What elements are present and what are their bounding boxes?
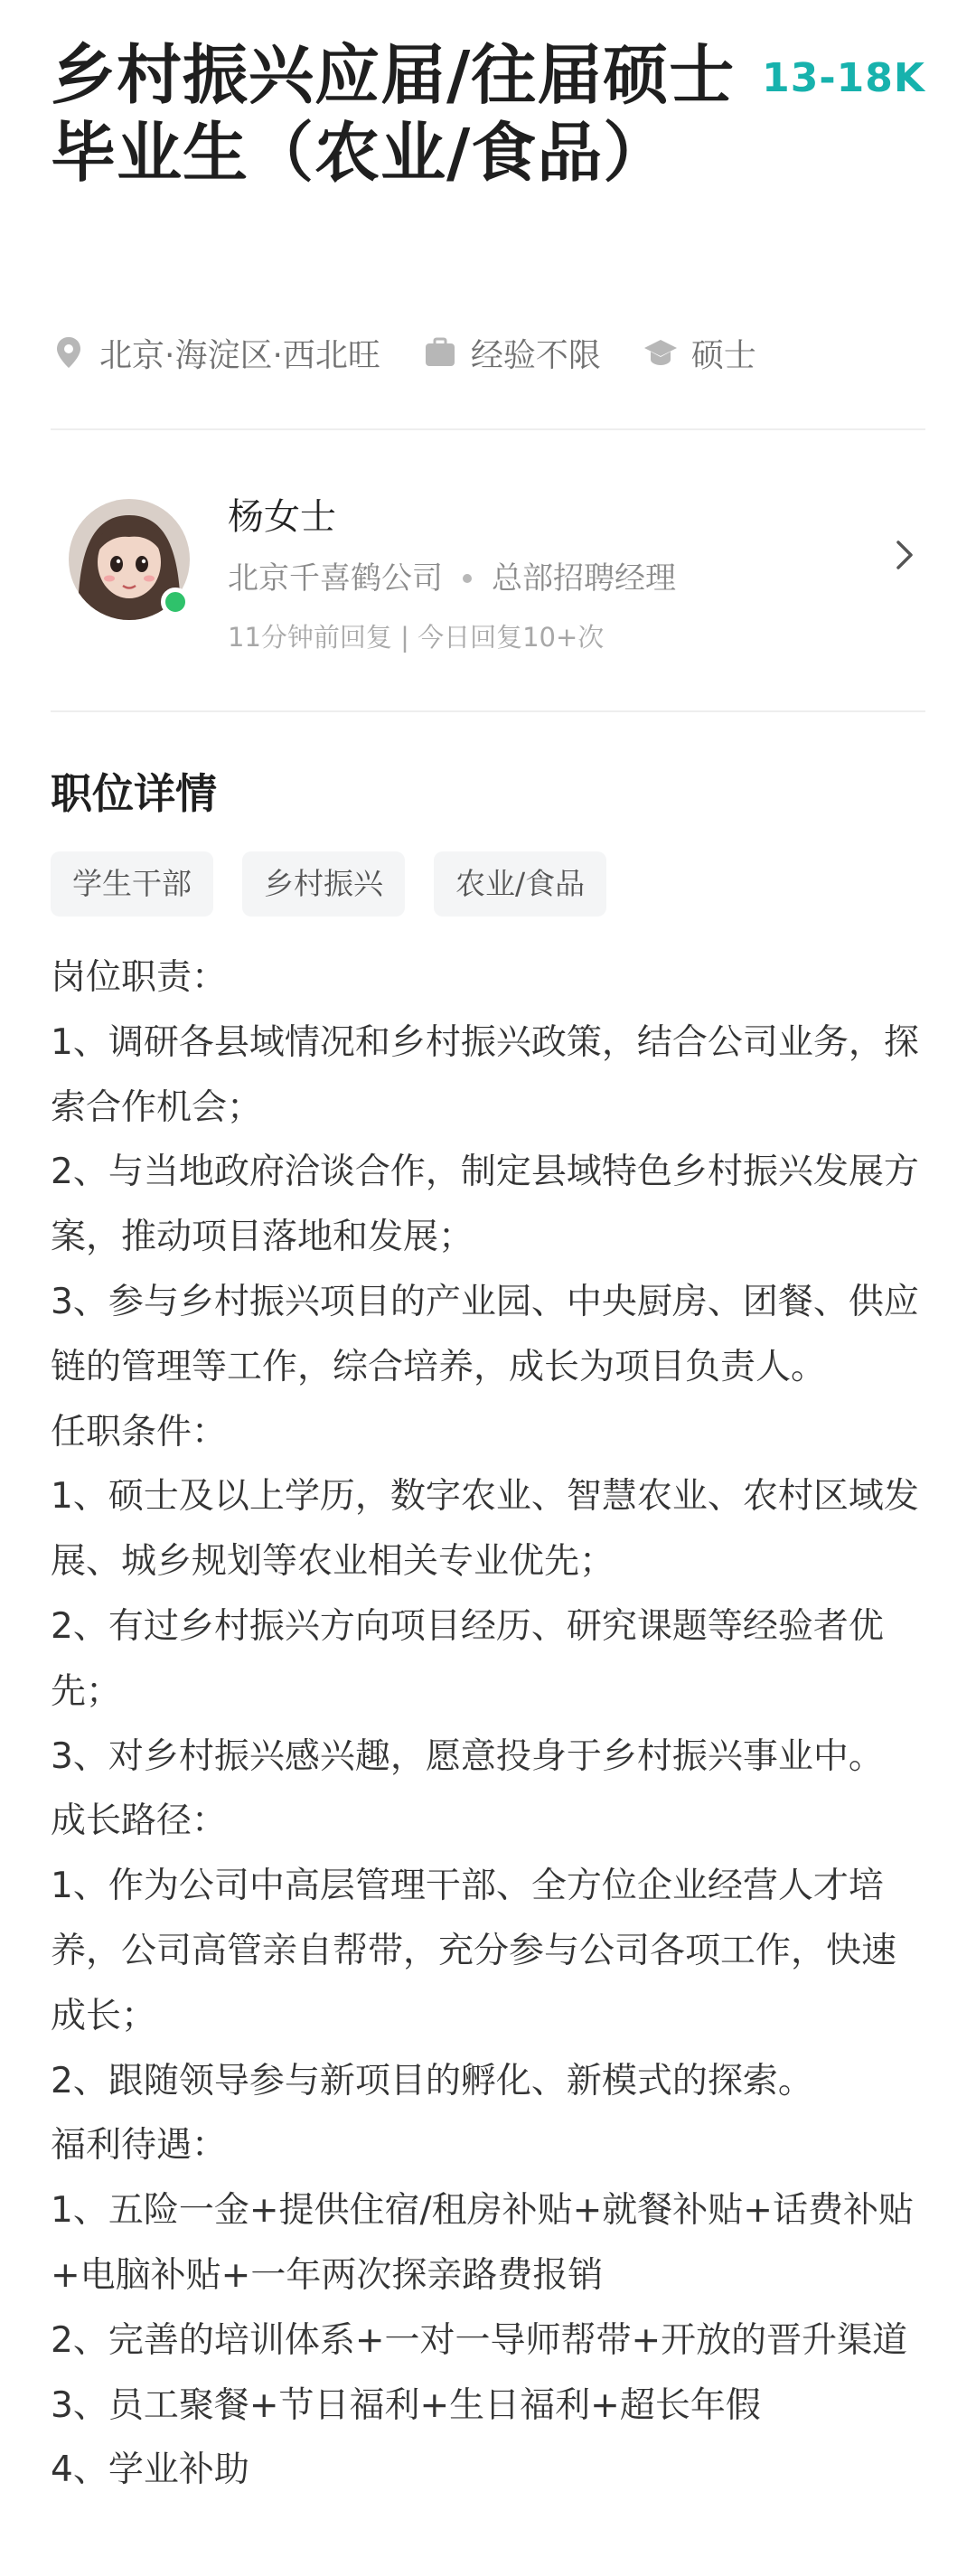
job-title: 乡村振兴应届/往届硕士毕业生（农业/食品） [51, 37, 736, 191]
tag: 乡村振兴 [242, 851, 405, 917]
divider [51, 428, 925, 430]
briefcase-icon [422, 334, 458, 371]
recruiter-position: 总部招聘经理 [492, 560, 676, 597]
description-line: 4、学业补助 [51, 2449, 249, 2491]
section-title: 职位详情 [51, 769, 217, 818]
education-text: 硕士 [690, 336, 756, 374]
description-line: 1、作为公司中高层管理干部、全方位企业经营人才培养，公司高管亲自帮带，充分参与公司各项工作，快速成长； [51, 1866, 897, 2036]
recruiter-card[interactable] [51, 494, 925, 674]
description-line: 成长路径： [51, 1800, 228, 1842]
experience-item [422, 330, 601, 376]
job-description [51, 945, 925, 2503]
description-line: 1、调研各县域情况和乡村振兴政策，结合公司业务，探索合作机会； [51, 1021, 919, 1128]
description-line: 岗位职责： [51, 957, 228, 998]
description-line: 2、与当地政府洽谈合作，制定县域特色乡村振兴发展方案，推动项目落地和发展； [51, 1152, 919, 1258]
description-line: 任职条件： [51, 1411, 228, 1453]
description-line: 3、参与乡村振兴项目的产业园、中央厨房、团餐、供应链的管理等工作，综合培养，成长为项目负责人。 [51, 1281, 919, 1387]
tag-list [51, 851, 635, 917]
description-line: 2、有过乡村振兴方向项目经历、研究课题等经验者优先； [51, 1605, 884, 1712]
separator-dot [463, 574, 472, 583]
job-header [51, 36, 925, 192]
location-text: 北京·海淀区·西北旺 [99, 336, 380, 374]
recruiter-company-row [228, 559, 676, 598]
tag: 农业/食品 [434, 851, 606, 917]
recruiter-company: 北京千喜鹤公司 [228, 560, 443, 597]
chevron-right-icon[interactable] [889, 537, 922, 573]
description-line: 1、硕士及以上学历，数字农业、智慧农业、农村区域发展、城乡规划等农业相关专业优先； [51, 1476, 919, 1583]
divider [51, 710, 925, 712]
education-item [643, 330, 756, 376]
location-pin-icon [51, 334, 87, 371]
job-meta-row [51, 327, 798, 378]
location-item [51, 330, 380, 376]
description-line: 1、五险一金+提供住宿/租房补贴+就餐补贴+话费补贴+电脑补贴+一年两次探亲路费报销 [51, 2190, 914, 2296]
salary: 13-18K [762, 55, 925, 101]
recruiter-reply-status: 11分钟前回复 | 今日回复10+次 [228, 622, 605, 653]
graduation-cap-icon [643, 334, 679, 371]
recruiter-name: 杨女士 [228, 496, 336, 538]
description-line: 3、对乡村振兴感兴趣，愿意投身于乡村振兴事业中。 [51, 1735, 884, 1777]
experience-text: 经验不限 [470, 336, 601, 374]
description-line: 3、员工聚餐+节日福利+生日福利+超长年假 [51, 2384, 761, 2426]
online-status-dot [161, 588, 190, 616]
description-line: 2、完善的培训体系+一对一导师帮带+开放的晋升渠道 [51, 2319, 908, 2361]
description-line: 2、跟随领导参与新项目的孵化、新模式的探索。 [51, 2060, 813, 2101]
tag: 学生干部 [51, 851, 213, 917]
description-line: 福利待遇： [51, 2125, 228, 2167]
